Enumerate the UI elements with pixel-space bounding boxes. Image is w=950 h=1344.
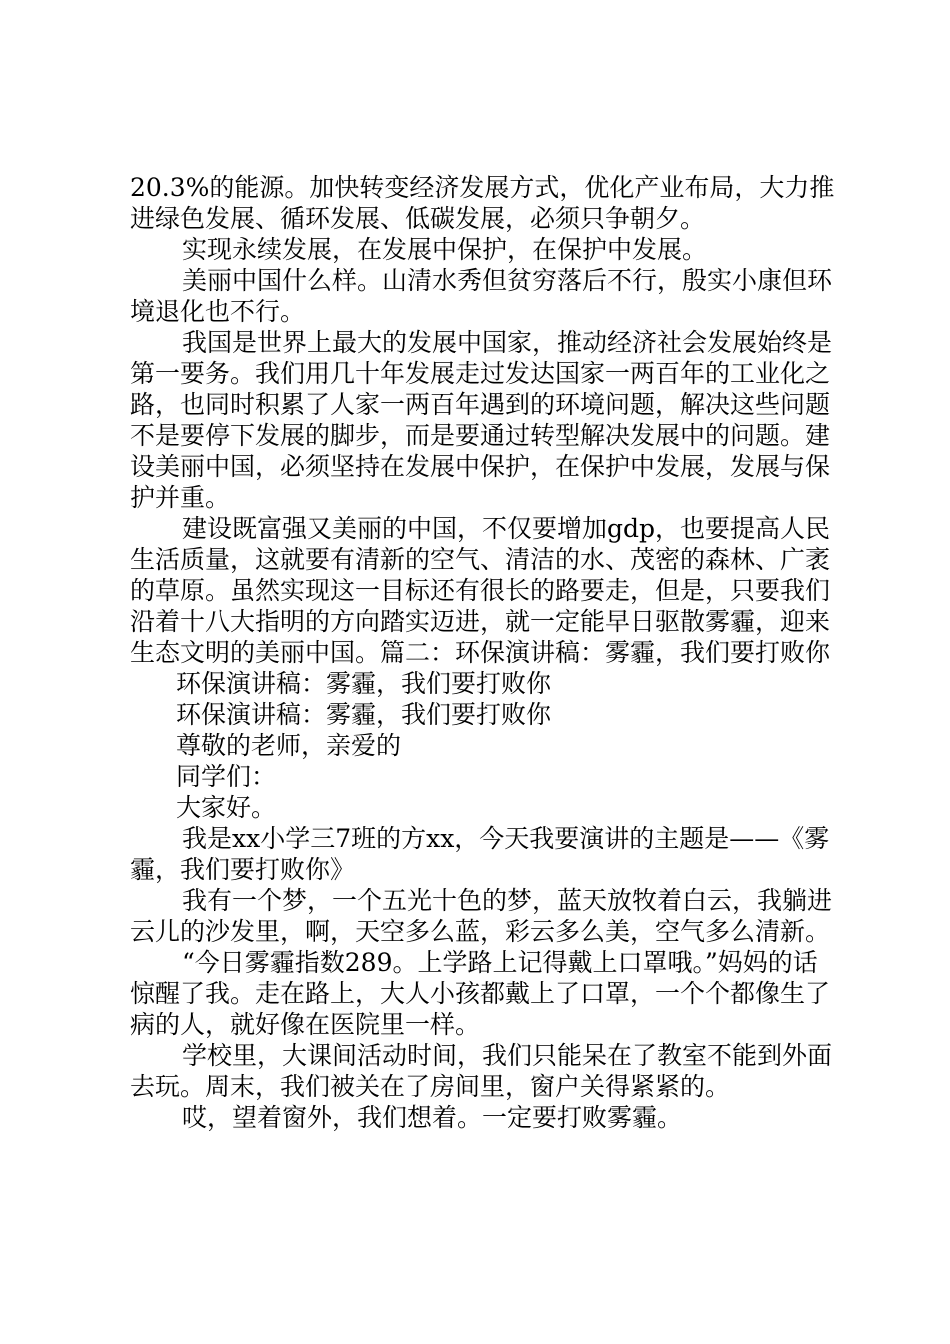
- paragraph: 学校里，大课间活动时间，我们只能呆在了教室不能到外面去玩。周末，我们被关在了房间里，窗户关得紧紧的。: [130, 1041, 833, 1101]
- paragraph: 我有一个梦，一个五光十色的梦，蓝天放牧着白云，我躺进云儿的沙发里，啊，天空多么蓝，彩云多么美，空气多么清新。: [130, 886, 833, 946]
- paragraph: 环保演讲稿：雾霾，我们要打败你: [176, 669, 552, 698]
- paragraph: 环保演讲稿：雾霾，我们要打败你: [176, 700, 552, 729]
- paragraph: “今日雾霾指数289。上学路上记得戴上口罩哦。”妈妈的话惊醒了我。走在路上，大人小孩都戴上了口罩，一个个都像生了病的人，就好像在医院里一样。: [130, 948, 831, 1039]
- paragraph: 20.3%的能源。加快转变经济发展方式，优化产业布局，大力推进绿色发展、循环发展、低碳发展，必须只争朝夕。: [130, 173, 835, 233]
- paragraph: 同学们：: [176, 762, 277, 791]
- paragraph: 建设既富强又美丽的中国，不仅要增加gdp，也要提高人民生活质量，这就要有清新的空气、清洁的水、茂密的森林、广袤的草原。虽然实现这一目标还有很长的路要走，但是，只要我们沿着十八大指明的方向踏实迈进，就一定能早日驱散雾霾，迎来生态文明的美丽中国。篇二：环保演讲稿：雾霾，我们要打败你: [130, 514, 831, 667]
- paragraph: 尊敬的老师，亲爱的: [176, 731, 402, 760]
- paragraph: 实现永续发展，在发展中保护，在保护中发展。: [182, 235, 708, 264]
- paragraph: 大家好。: [176, 793, 277, 822]
- paragraph: 我是xx小学三7班的方xx，今天我要演讲的主题是——《雾霾，我们要打败你》: [130, 824, 830, 884]
- paragraph: 美丽中国什么样。山清水秀但贫穷落后不行，殷实小康但环境退化也不行。: [130, 266, 833, 326]
- paragraph: 我国是世界上最大的发展中国家，推动经济社会发展始终是第一要务。我们用几十年发展走过发达国家一两百年的工业化之路，也同时积累了人家一两百年遇到的环境问题，解决这些问题不是要停下发展的脚步，而是要通过转型解决发展中的问题。建设美丽中国，必须坚持在发展中保护，在保护中发展，发展与保护并重。: [130, 328, 833, 512]
- document-page: [130, 172, 836, 1133]
- paragraph: 哎，望着窗外，我们想着。一定要打败雾霾。: [182, 1103, 683, 1132]
